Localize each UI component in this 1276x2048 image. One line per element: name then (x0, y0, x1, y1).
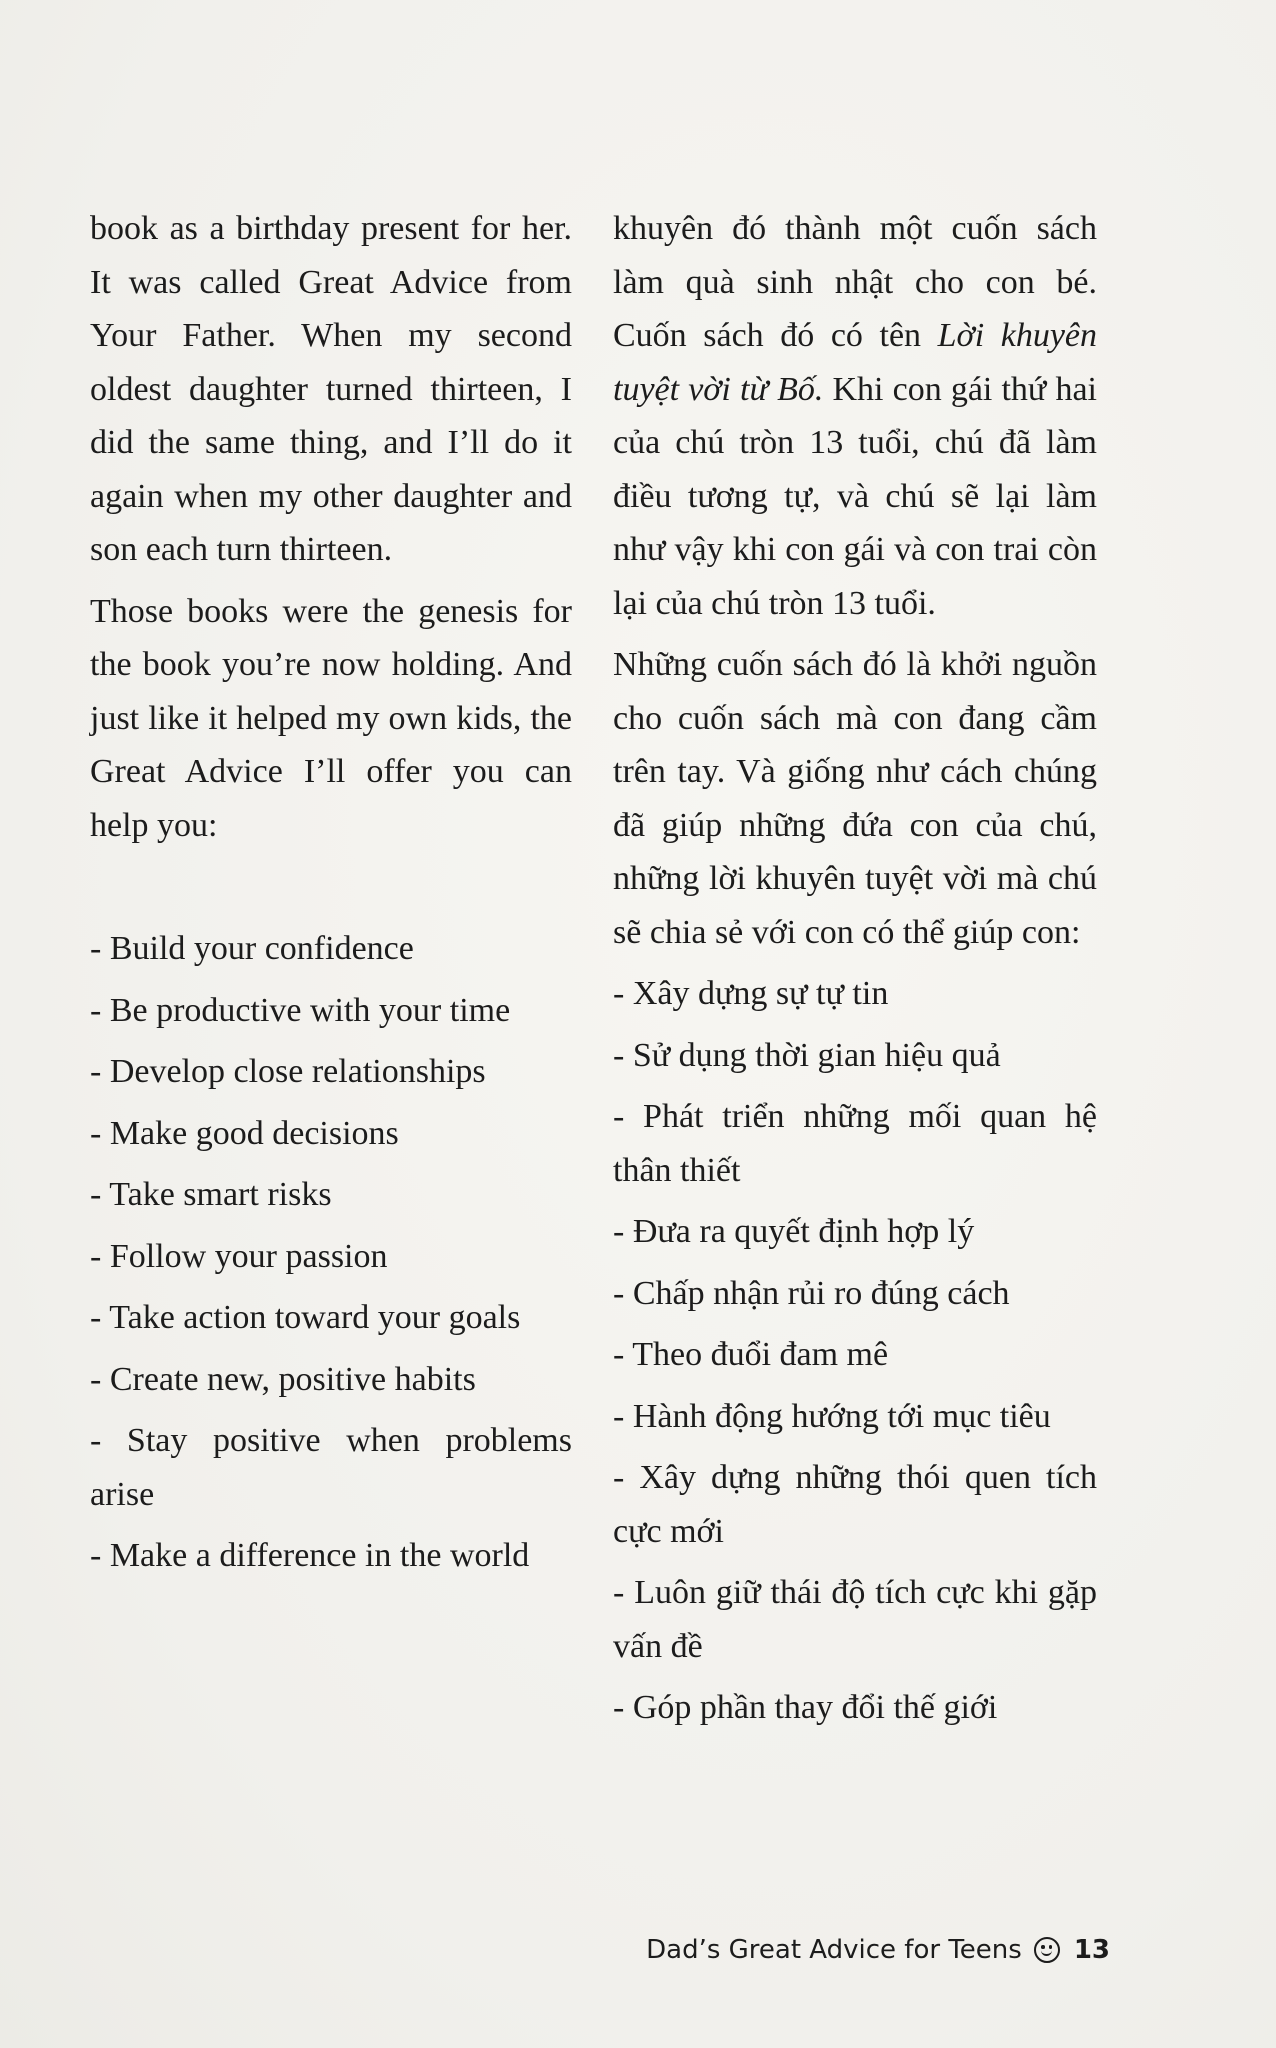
list-item: - Xây dựng những thói quen tích cực mới (613, 1459, 1097, 1550)
page-footer (0, 1930, 1110, 1970)
paragraph-text: Khi con gái thứ hai của chú tròn 13 tuổi, chú đã làm điều tương tự, và chú sẽ lại làm như vậy khi con gái và con trai còn lại của chú tròn 13 tuổi. (613, 370, 1097, 622)
list-item: - Luôn giữ thái độ tích cực khi gặp vấn đề (613, 1574, 1097, 1665)
list-item: - Develop close relationships (90, 1053, 486, 1090)
list-item: - Hành động hướng tới mục tiêu (613, 1397, 1051, 1435)
list-item: - Theo đuổi đam mê (613, 1336, 889, 1373)
list-item: - Make a difference in the world (90, 1537, 530, 1574)
vietnamese-advice-list (613, 967, 1097, 1735)
list-item: - Make good decisions (90, 1114, 399, 1152)
english-paragraph: book as a birthday present for her. It was called Great Advice from Your Father. When my second oldest daughter turned thirteen, I did the same thing, and I’ll do it again when my other daughter and son each turn thirteen. (90, 210, 572, 568)
list-item: - Take smart risks (90, 1176, 332, 1213)
list-item: - Xây dựng sự tự tin (613, 975, 889, 1012)
list-item: - Take action toward your goals (90, 1299, 521, 1336)
book-title-italic: Lời khuyên tuyệt vời từ Bố. (613, 317, 1097, 408)
english-column (90, 202, 572, 1591)
running-title: Dad’s Great Advice for Teens (646, 1935, 1022, 1965)
list-item: - Chấp nhận rủi ro đúng cách (613, 1274, 1010, 1312)
spacer (90, 860, 572, 922)
list-item: - Sử dụng thời gian hiệu quả (613, 1036, 1001, 1074)
list-item: - Stay positive when problems arise (90, 1422, 572, 1513)
list-item: - Phát triển những mối quan hệ thân thiết (613, 1098, 1097, 1189)
vietnamese-paragraph: Những cuốn sách đó là khởi nguồn cho cuốn sách mà con đang cầm trên tay. Và giống như cách chúng đã giúp những đứa con của chú, những lời khuyên tuyệt vời mà chú sẽ chia sẻ với con có thể giúp con: (613, 646, 1097, 951)
vietnamese-column (613, 202, 1097, 1743)
list-item: - Build your confidence (90, 930, 414, 967)
list-item: - Góp phần thay đổi thế giới (613, 1689, 998, 1726)
list-item: - Create new, positive habits (90, 1360, 476, 1398)
list-item: - Đưa ra quyết định hợp lý (613, 1213, 975, 1250)
smiley-icon (1034, 1937, 1060, 1963)
paragraph-text: khuyên đó thành một cuốn sách làm quà sinh nhật cho con bé. Cuốn sách đó có tên (613, 210, 1097, 354)
list-item: - Follow your passion (90, 1237, 388, 1275)
page-number: 13 (1073, 1935, 1110, 1965)
english-paragraph: Those books were the genesis for the book you’re now holding. And just like it helped my own kids, the Great Advice I’ll offer you can help you: (90, 592, 572, 844)
english-advice-list (90, 922, 572, 1583)
list-item: - Be productive with your time (90, 991, 511, 1029)
vietnamese-paragraph (613, 202, 1097, 630)
